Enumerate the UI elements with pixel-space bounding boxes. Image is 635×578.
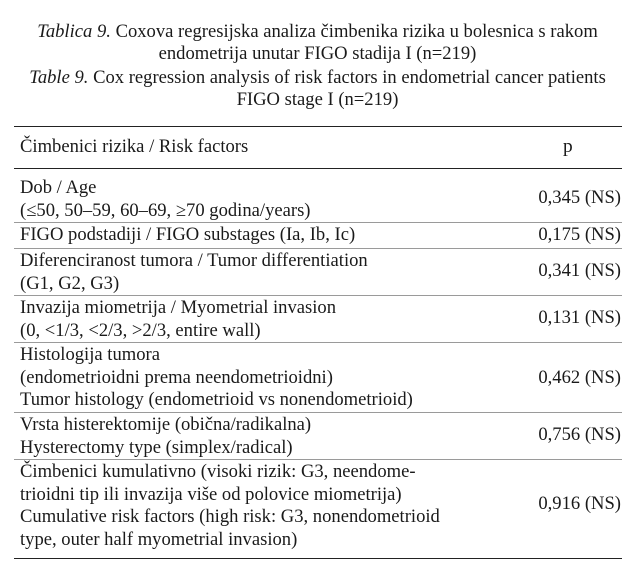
risk-factor-line: trioidni tip ili invazija više od polovice miometrija) xyxy=(20,483,402,505)
risk-factor-cell xyxy=(20,344,520,412)
row-separator xyxy=(14,412,622,413)
row-separator xyxy=(14,248,622,249)
table-bottom-rule xyxy=(14,558,622,559)
p-value-cell: 0,175 (NS) xyxy=(538,224,621,245)
risk-factor-line: type, outer half myometrial invasion) xyxy=(20,529,298,551)
table-header-rule xyxy=(14,168,622,169)
risk-factor-cell xyxy=(20,224,520,247)
p-value-cell: 0,756 (NS) xyxy=(538,424,621,445)
p-value-cell: 0,131 (NS) xyxy=(538,307,621,328)
p-value-cell: 0,341 (NS) xyxy=(538,260,621,281)
risk-factor-line: Invazija miometrija / Myometrial invasion xyxy=(20,297,337,318)
risk-factor-line: Hysterectomy type (simplex/radical) xyxy=(20,436,293,458)
risk-factor-cell xyxy=(20,297,520,342)
caption-label-english: Table 9. xyxy=(29,67,89,88)
risk-factor-line: (endometrioidni prema neendometrioidni) xyxy=(20,366,333,388)
risk-factor-line: Tumor histology (endometrioid vs nonendometrioid) xyxy=(20,389,413,411)
caption-text-english: Cox regression analysis of risk factors in endometrial cancer patients FIGO stage I (n=219) xyxy=(93,67,606,110)
header-p-value: p xyxy=(563,136,573,157)
risk-factor-cell xyxy=(20,461,520,552)
caption-text-croatian: Coxova regresijska analiza čimbenika rizika u bolesnica s rakom endometrija unutar FIGO stadija I (n=219) xyxy=(115,21,598,64)
header-risk-factors: Čimbenici rizika / Risk factors xyxy=(20,136,249,157)
table-caption-croatian xyxy=(12,21,623,65)
risk-factor-line: (≤50, 50–59, 60–69, ≥70 godina/years) xyxy=(20,199,311,221)
p-value-cell: 0,462 (NS) xyxy=(538,367,621,388)
risk-factor-line: Dob / Age xyxy=(20,177,97,198)
risk-factor-cell xyxy=(20,250,520,295)
risk-factor-line: Diferenciranost tumora / Tumor differentiation xyxy=(20,250,368,271)
row-separator xyxy=(14,295,622,296)
caption-label-croatian: Tablica 9. xyxy=(37,21,111,42)
risk-factor-cell xyxy=(20,414,520,459)
row-separator xyxy=(14,342,622,343)
risk-factor-cell xyxy=(20,177,520,222)
p-value-cell: 0,345 (NS) xyxy=(538,187,621,208)
row-separator xyxy=(14,459,622,460)
risk-factor-line: Cumulative risk factors (high risk: G3, nonendometrioid xyxy=(20,506,440,528)
risk-factor-line: (0, <1/3, <2/3, >2/3, entire wall) xyxy=(20,319,261,341)
risk-factor-line: Histologija tumora xyxy=(20,344,160,365)
risk-factor-line: (G1, G2, G3) xyxy=(20,272,120,294)
risk-factor-line: Vrsta histerektomije (obična/radikalna) xyxy=(20,414,312,435)
p-value-cell: 0,916 (NS) xyxy=(538,493,621,514)
risk-factor-line: FIGO podstadiji / FIGO substages (Ia, Ib, Ic) xyxy=(20,224,356,245)
table-top-rule xyxy=(14,126,622,127)
risk-factor-line: Čimbenici kumulativno (visoki rizik: G3, neendome- xyxy=(20,461,416,482)
row-separator xyxy=(14,222,622,223)
table-caption-english xyxy=(12,67,623,111)
